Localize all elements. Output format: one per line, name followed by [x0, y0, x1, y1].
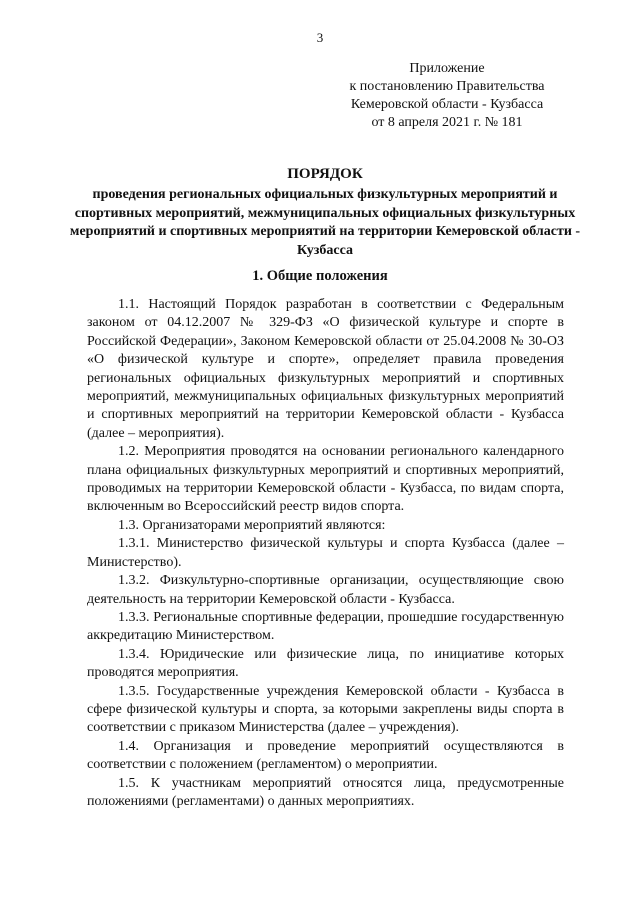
document-title [60, 164, 590, 260]
title-main: ПОРЯДОК [287, 166, 363, 182]
paragraph-1-1: 1.1. Настоящий Порядок разработан в соответствии с Федеральным законом от 04.12.2007 № 329-ФЗ «О физической культуре и спорте в Российской Федерации», Законом Кемеровской области от 25.04.2008 № 30-ОЗ «О физической культуре и спорте», определяет правила проведения региональных официальных физкультурных мероприятий и спортивных мероприятий, межмуниципальных официальных физкультурных мероприятий и спортивных мероприятий на территории Кемеровской области - Кузбасса (далее – мероприятия). [87, 297, 564, 441]
paragraph-1-3-5: 1.3.5. Государственные учреждения Кемеровской области - Кузбасса в сфере физической культуры и спорта, за которыми закреплены виды спорта в соответствии с приказом Министерства (далее – учреждения). [87, 683, 564, 736]
appendix-block [332, 60, 562, 132]
paragraph-1-3-3: 1.3.3. Региональные спортивные федерации, прошедшие государственную аккредитацию Министерством. [87, 609, 564, 644]
paragraph-1-3: 1.3. Организаторами мероприятий являются: [118, 517, 386, 533]
paragraph-1-5: 1.5. К участникам мероприятий относятся лица, предусмотренные положениями (регламентами) о данных мероприятиях. [87, 775, 564, 809]
document-body [87, 296, 564, 811]
section-heading: 1. Общие положения [252, 268, 388, 284]
paragraph-1-3-1: 1.3.1. Министерство физической культуры и спорта Кузбасса (далее – Министерство). [87, 536, 564, 570]
paragraph-1-4: 1.4. Организация и проведение мероприятий осуществляются в соответствии с положением (регламентом) о мероприятии. [87, 738, 564, 773]
paragraph-1-3-4: 1.3.4. Юридические или физические лица, по инициативе которых проводятся мероприятия. [87, 646, 564, 681]
paragraph-1-3-2: 1.3.2. Физкультурно-спортивные организации, осуществляющие свою деятельность на территории Кемеровской области - Кузбасса. [87, 573, 564, 607]
title-subtitle: проведения региональных официальных физкультурных мероприятий и спортивных мероприятий, межмуниципальных официальных физкультурных мероприятий и спортивных мероприятий на территории Кемеровской области - Кузбасса [69, 187, 581, 258]
appendix-line: Кемеровской области - Кузбасса [350, 97, 544, 112]
appendix-line: Приложение [409, 61, 485, 76]
page-number: 3 [316, 30, 324, 45]
appendix-line: от 8 апреля 2021 г. № 181 [371, 115, 523, 130]
paragraph-1-2: 1.2. Мероприятия проводятся на основании регионального календарного плана официальных физкультурных мероприятий и спортивных мероприятий, проводимых на территории Кемеровской области - Кузбасса, по видам спорта, включенным во Всероссийский реестр видов спорта. [87, 444, 564, 515]
appendix-line: к постановлению Правительства [349, 79, 545, 94]
